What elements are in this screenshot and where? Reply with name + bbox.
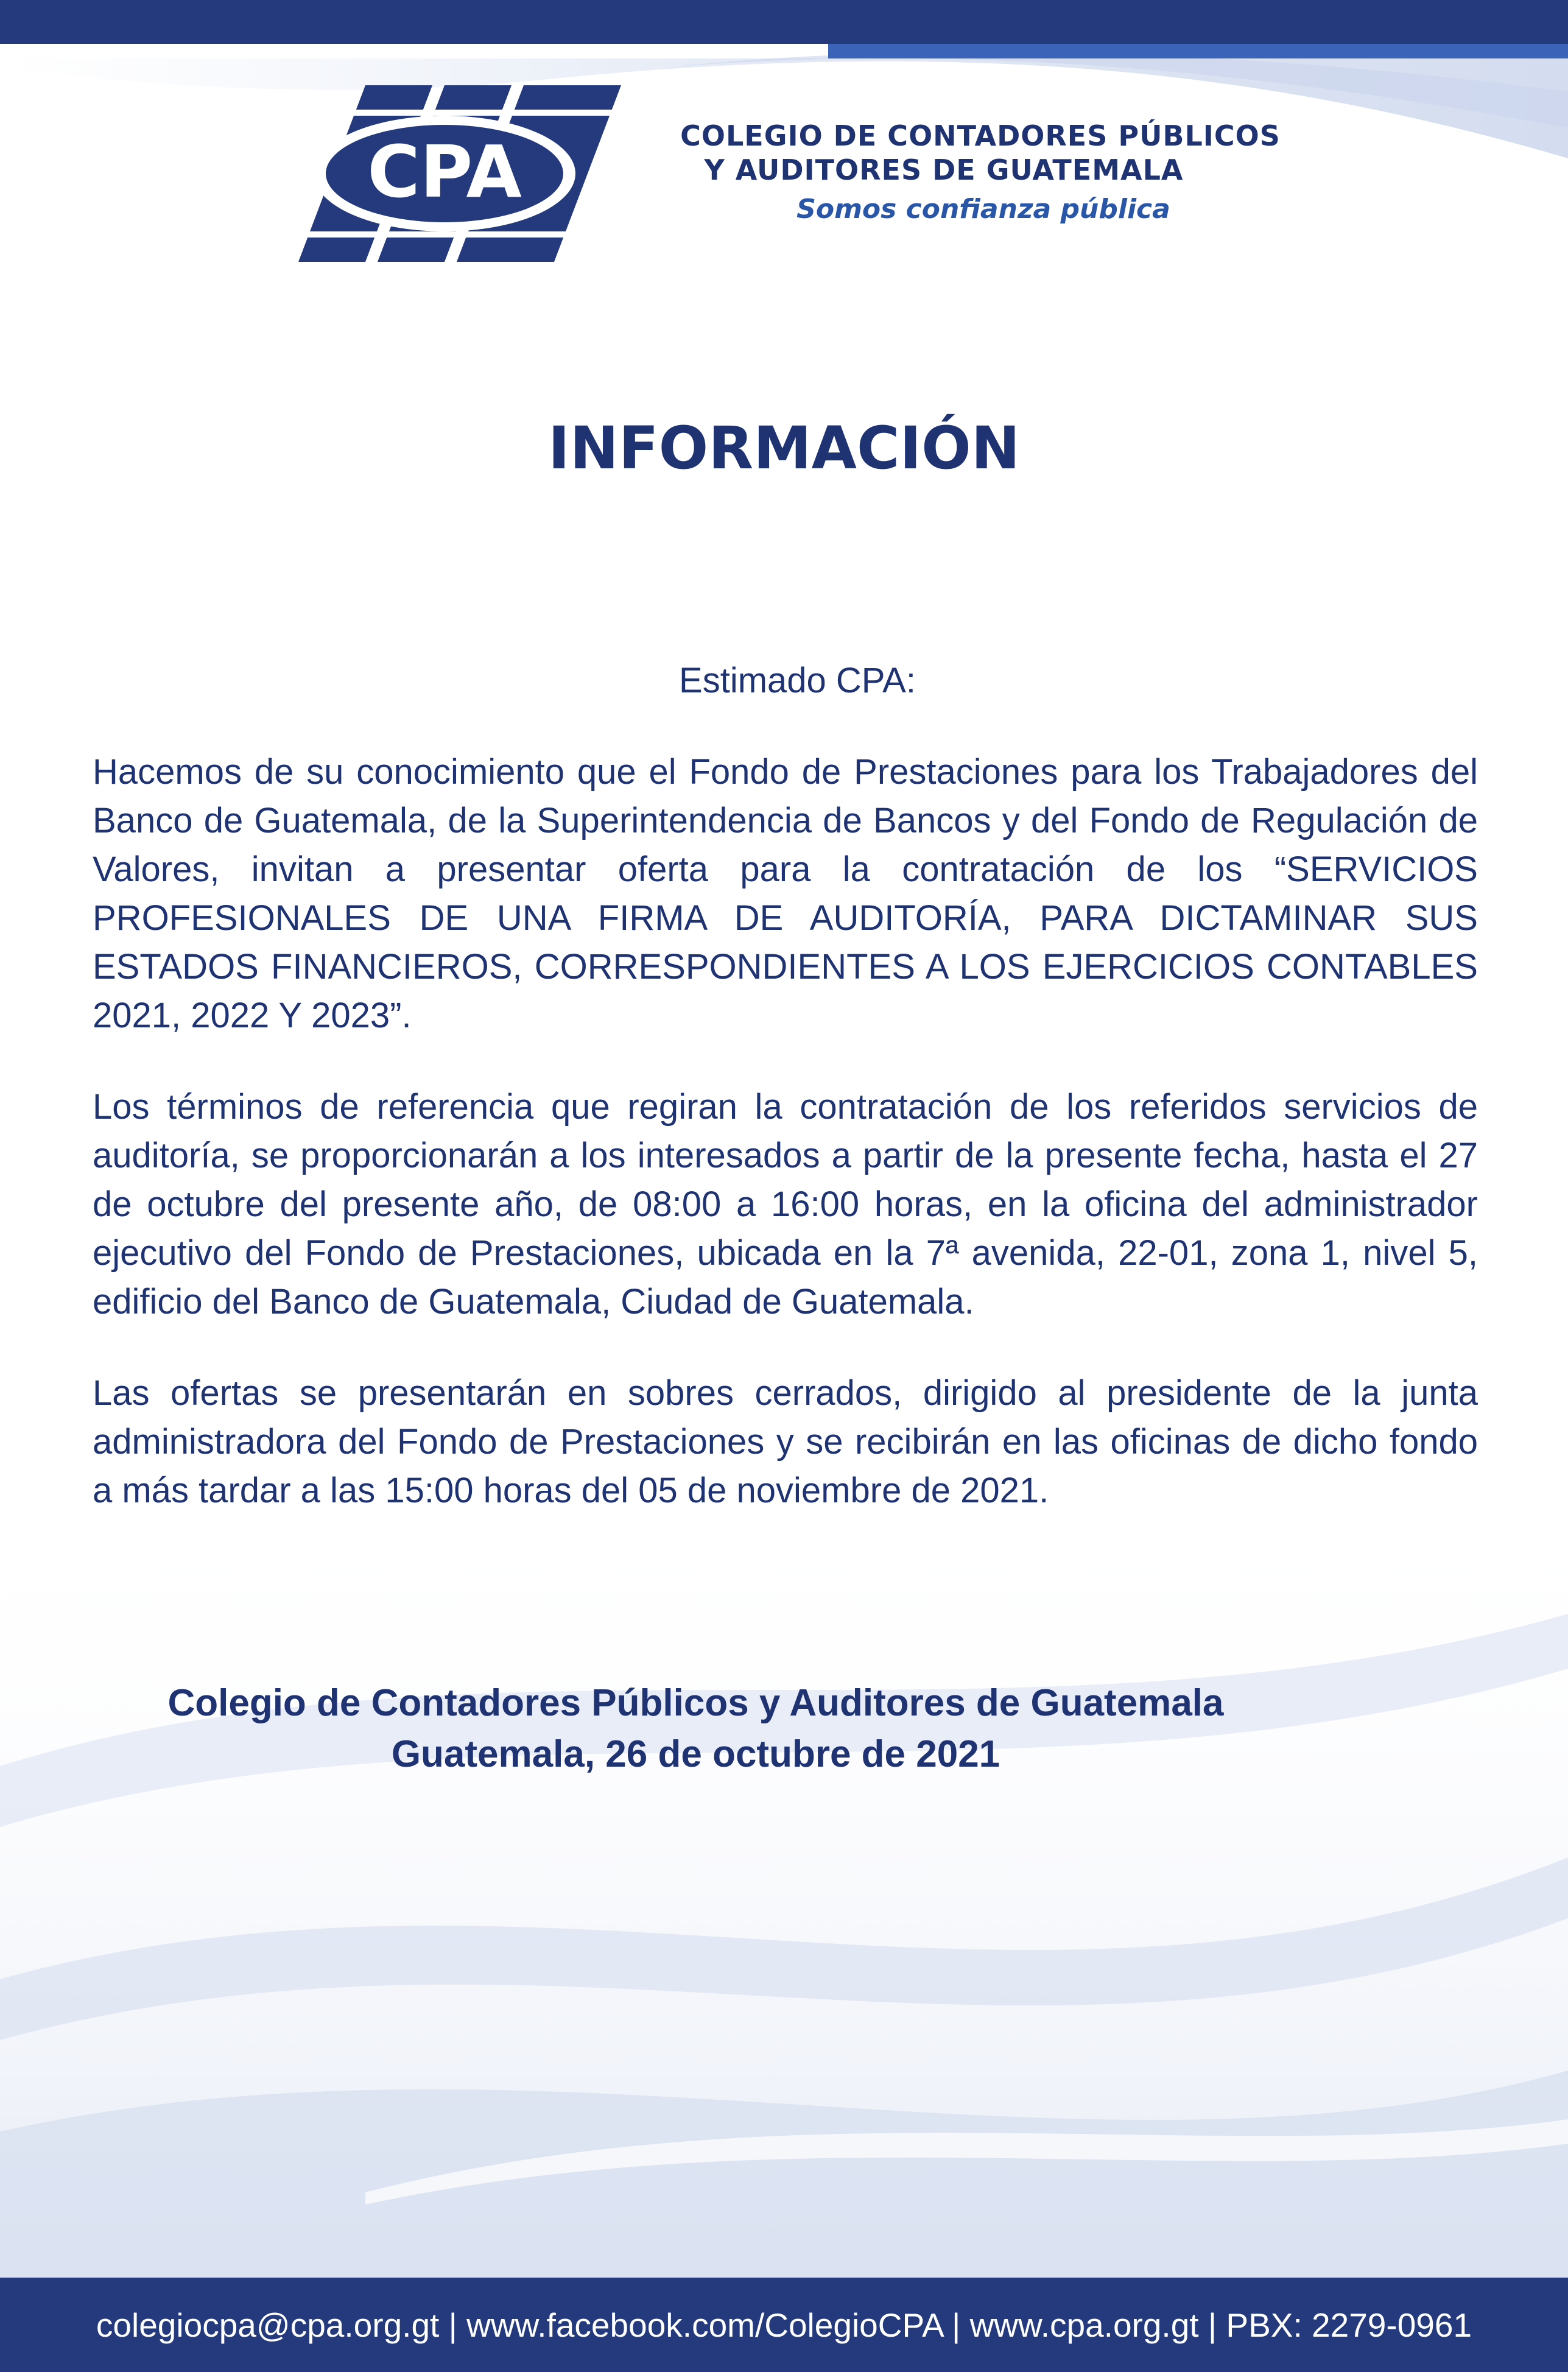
letter-body [93, 656, 1478, 1558]
signature-date: Guatemala, 26 de octubre de 2021 [391, 1733, 1000, 1775]
logo-text: CPA [367, 130, 522, 214]
paragraph-offers: Las ofertas se presentarán en sobres cerrados, dirigido al presidente de la junta administradora del Fondo de Prestaciones y se recibirán en las oficinas de dicho fondo a más tardar a las 15:00 horas del 05 de noviembre de 2021. [93, 1373, 1478, 1510]
cpa-logo [298, 85, 621, 262]
organization-name [664, 119, 1297, 187]
signature-org: Colegio de Contadores Públicos y Auditores de Guatemala [167, 1682, 1224, 1724]
footer-contact-bar [0, 2278, 1568, 2372]
tagline: Somos confianza pública [796, 194, 1170, 225]
footer-contact-text: colegiocpa@cpa.org.gt | www.facebook.com/ColegioCPA | www.cpa.org.gt | PBX: 2279-0961 [96, 2306, 1472, 2344]
page-title: INFORMACIÓN [547, 414, 1021, 482]
org-name-line2: Y AUDITORES DE GUATEMALA [704, 153, 1184, 186]
paragraph-terms: Los términos de referencia que regiran la contratación de los referidos servicios de auditoría, se proporcionarán a los interesados a partir de la presente fecha, hasta el 27 de octubre del presente año, de 08:00 a 16:00 horas, en la oficina del administrador ejecutivo del Fondo de Prestaciones, ubicada en la 7ª avenida, 22-01, zona 1, nivel 5, edificio del Banco de Guatemala, Ciudad de Guatemala. [93, 1087, 1478, 1321]
header [0, 0, 1568, 317]
greeting: Estimado CPA: [679, 661, 916, 700]
paragraph-invitation: Hacemos de su conocimiento que el Fondo de Prestaciones para los Trabajadores del Banco de Guatemala, de la Superintendencia de Bancos y del Fondo de Regulación de Valores, invitan a presentar oferta para la contratación de los “SERVICIOS PROFESIONALES DE UNA FIRMA DE AUDITORÍA, PARA DICTAMINAR SUS ESTADOS FINANCIEROS, CORRESPONDIENTES A LOS EJERCICIOS CONTABLES 2021, 2022 Y 2023”. [93, 752, 1478, 1035]
signature-block [0, 1678, 1568, 1780]
org-name-line1: COLEGIO DE CONTADORES PÚBLICOS [680, 119, 1281, 152]
